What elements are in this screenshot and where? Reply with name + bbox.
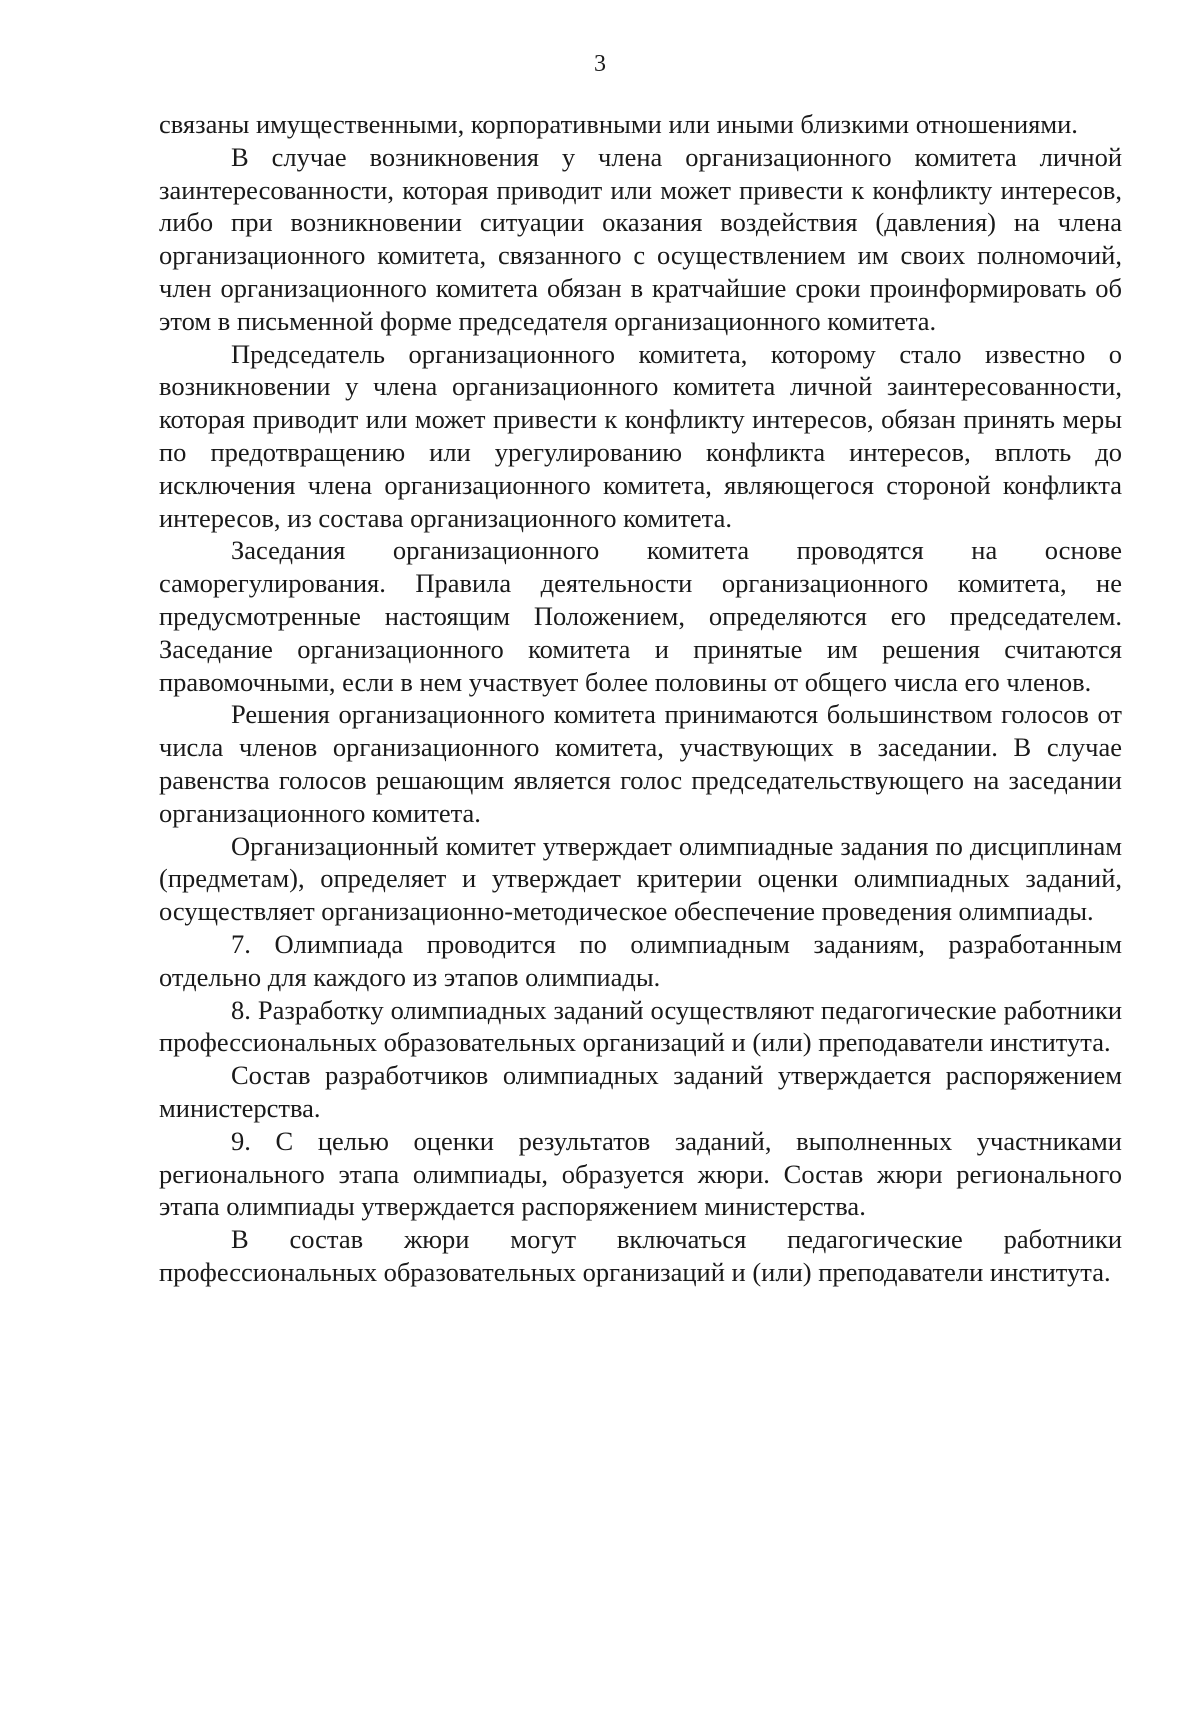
paragraph-item-8: 8. Разработку олимпиадных заданий осуществляют педагогические работники профессиональных образовательных организаций и (или) преподаватели института. <box>159 994 1122 1058</box>
paragraph-chairman-duties: Председатель организационного комитета, которому стало известно о возникновении у члена организационного комитета личной заинтересованности, которая приводит или может привести к конфликту интересов, обязан принять меры по предотвращению или урегулированию конфликта интересов, вплоть до исключения члена организационного комитета, являющегося стороной конфликта интересов, из состава организационного комитета. <box>159 338 1122 533</box>
document-body <box>159 108 1122 1289</box>
paragraph-jury-members: В состав жюри могут включаться педагогические работники профессиональных образовательных организаций и (или) преподаватели института. <box>159 1224 1122 1287</box>
paragraph-continuation: связаны имущественными, корпоративными или иными близкими отношениями. <box>159 109 1078 139</box>
paragraph-item-7: 7. Олимпиада проводится по олимпиадным заданиям, разработанным отдельно для каждого из этапов олимпиады. <box>159 928 1122 992</box>
paragraph-meetings: Заседания организационного комитета проводятся на основе саморегулирования. Правила деятельности организационного комитета, не предусмотренные настоящим Положением, определяются его председателем. Заседание организационного комитета и принятые им решения считаются правомочными, если в нем участвует более половины от общего числа его членов. <box>159 535 1122 697</box>
paragraph-committee-approves: Организационный комитет утверждает олимпиадные задания по дисциплинам (предметам), определяет и утверждает критерии оценки олимпиадных заданий, осуществляет организационно-методическое обеспечение проведения олимпиады. <box>159 830 1122 927</box>
paragraph-conflict-of-interest: В случае возникновения у члена организационного комитета личной заинтересованности, которая приводит или может привести к конфликту интересов, либо при возникновении ситуации оказания воздействия (давления) на члена организационного комитета, связанного с осуществлением им своих полномочий, член организационного комитета обязан в кратчайшие сроки проинформировать об этом в письменной форме председателя организационного комитета. <box>159 141 1122 336</box>
page-number: 3 <box>594 51 606 77</box>
paragraph-developers: Состав разработчиков олимпиадных заданий утверждается распоряжением министерства. <box>159 1060 1122 1123</box>
paragraph-item-9: 9. С целью оценки результатов заданий, выполненных участниками регионального этапа олимпиады, образуется жюри. Состав жюри регионального этапа олимпиады утверждается распоряжением министерства. <box>159 1125 1122 1222</box>
paragraph-decisions: Решения организационного комитета принимаются большинством голосов от числа членов организационного комитета, участвующих в заседании. В случае равенства голосов решающим является голос председательствующего на заседании организационного комитета. <box>159 699 1122 828</box>
